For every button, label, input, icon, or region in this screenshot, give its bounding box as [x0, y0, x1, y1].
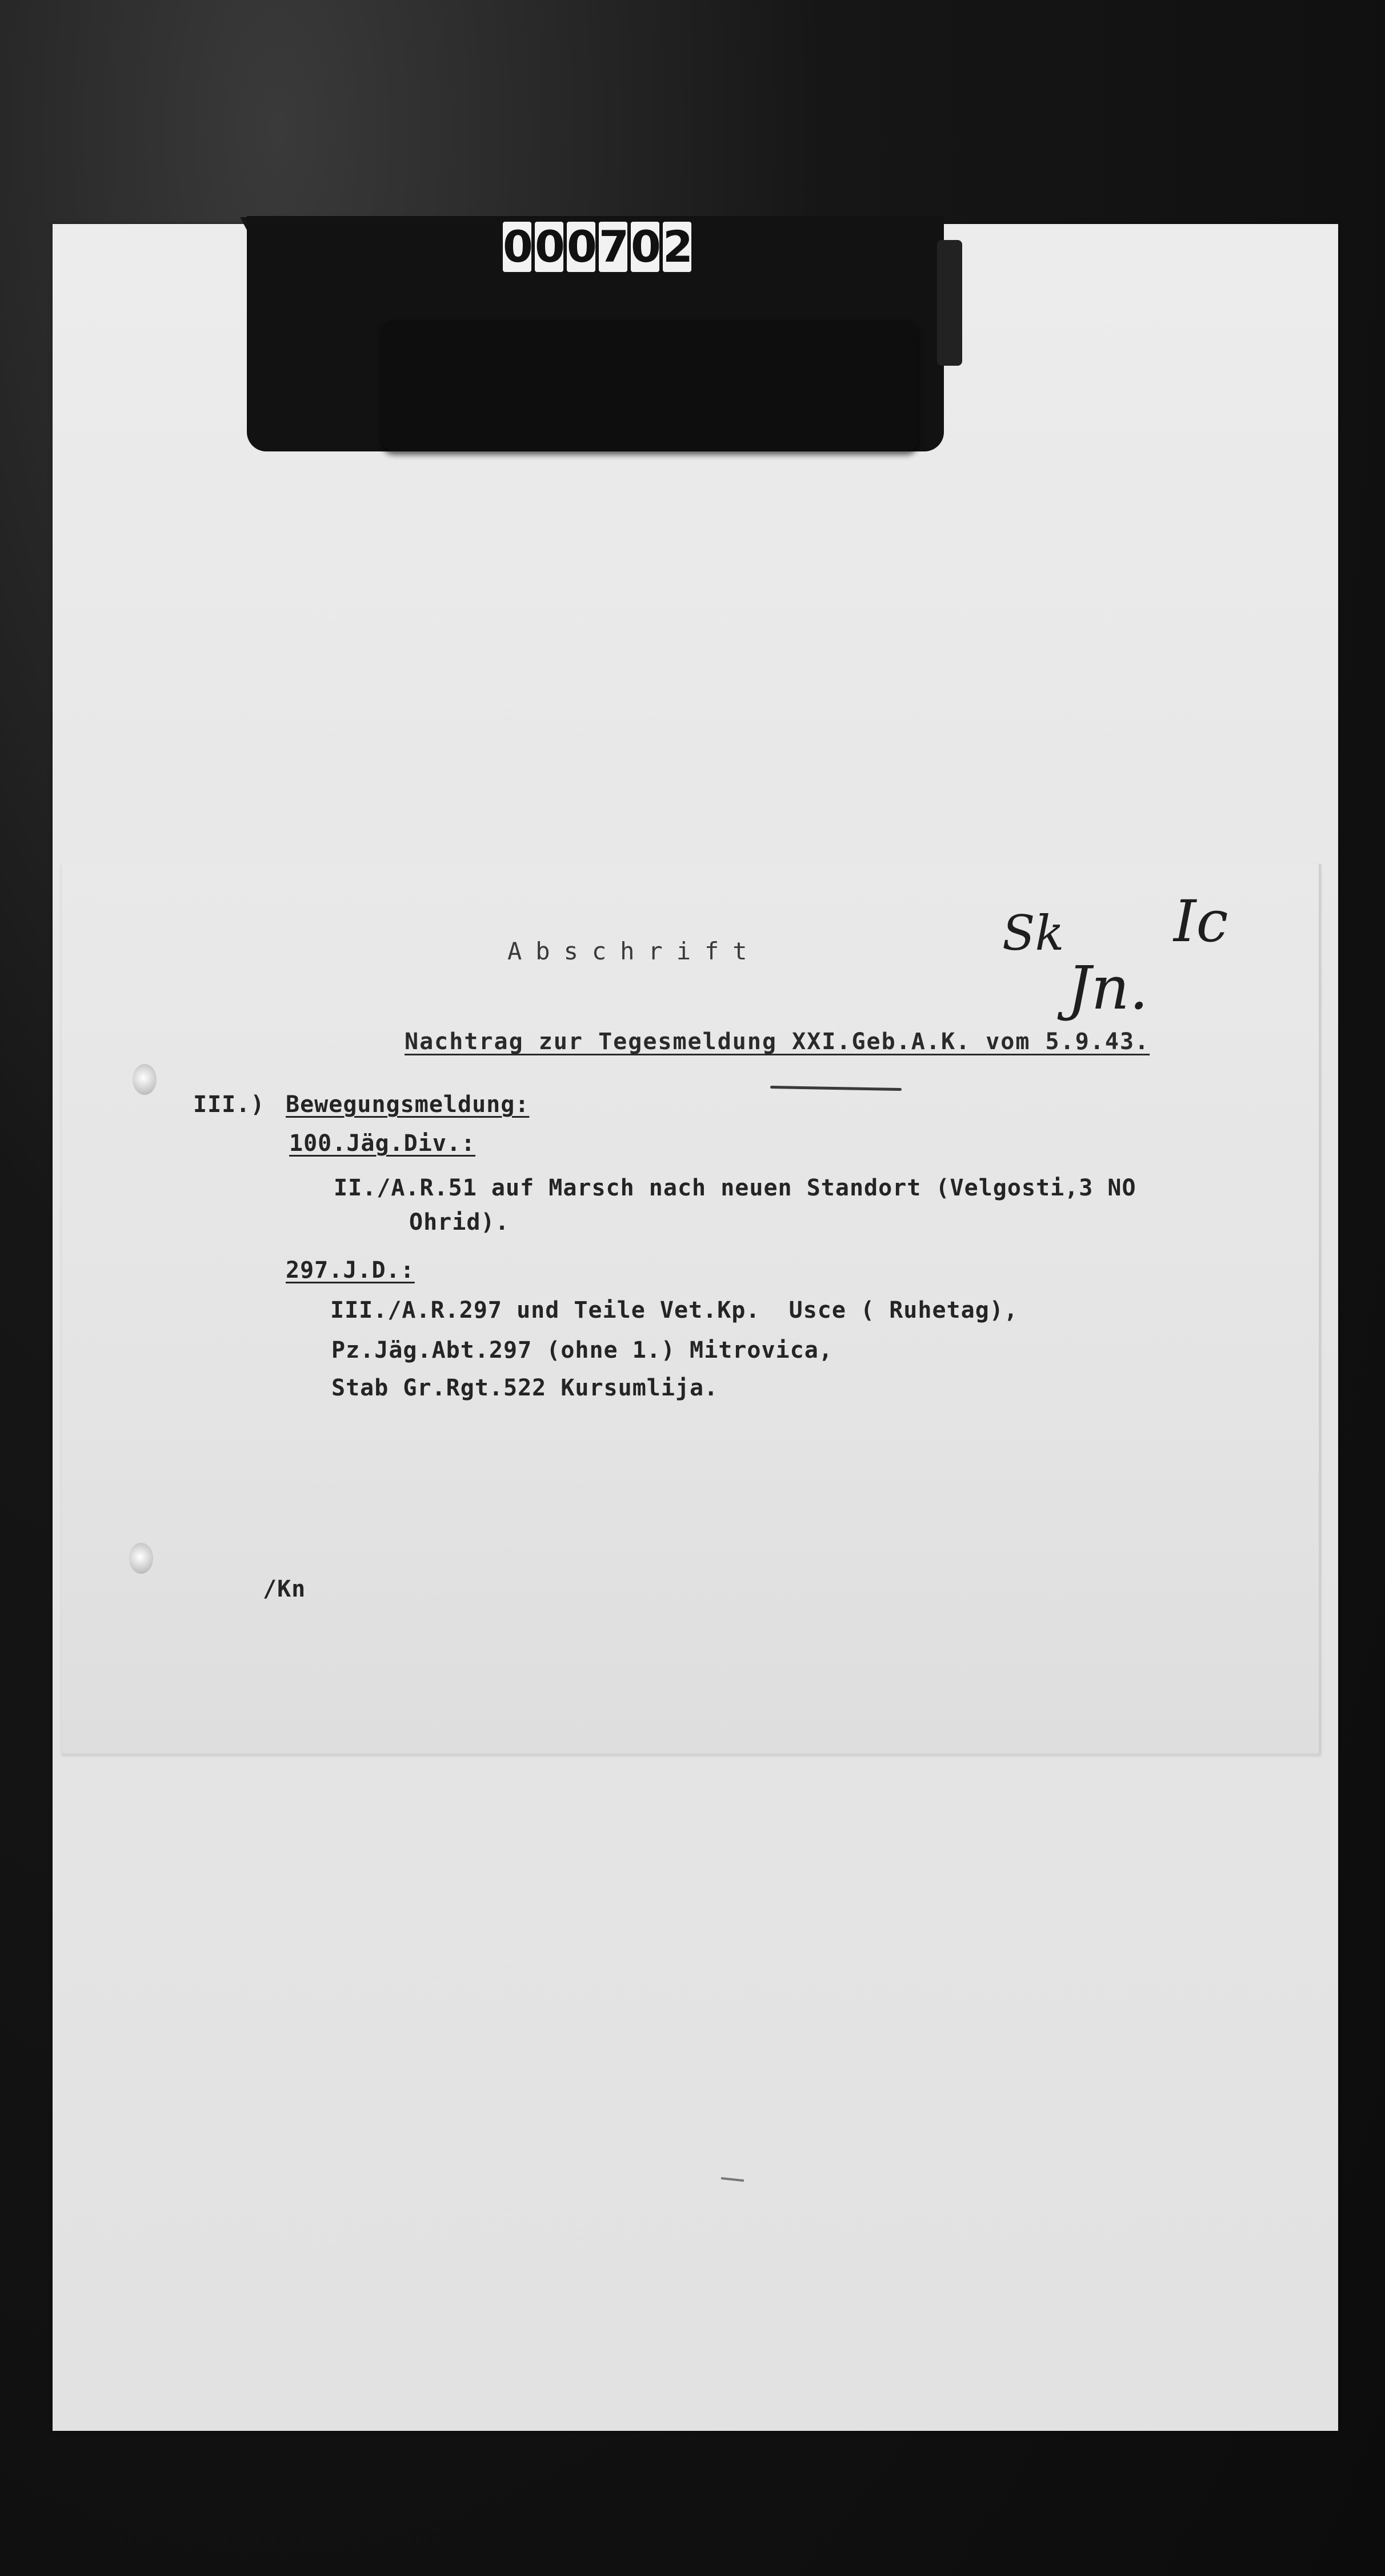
punch-hole	[133, 1064, 157, 1095]
handwritten-office-mark: Ic	[1174, 888, 1228, 955]
unit-line: III./A.R.297 und Teile Vet.Kp. Usce ( Ruhetag),	[330, 1297, 1018, 1323]
typist-mark: /Kn	[263, 1576, 306, 1602]
counter-digit: 2	[663, 221, 693, 272]
unit-line: Stab Gr.Rgt.522 Kursumlija.	[331, 1375, 719, 1401]
section-title: Bewegungsmeldung:	[286, 1091, 530, 1118]
counter-digit: 0	[503, 221, 533, 272]
punch-hole	[129, 1543, 153, 1574]
document-heading: Nachtrag zur Tegesmeldung XXI.Geb.A.K. vom 5.9.43.	[405, 1029, 1150, 1055]
frame-counter-clamp	[382, 320, 919, 451]
document-title: Abschrift	[507, 937, 761, 965]
frame-counter	[503, 222, 691, 274]
section-number: III.)	[193, 1091, 265, 1118]
unit-line: II./A.R.51 auf Marsch nach neuen Standort (Velgosti,3 NO	[334, 1175, 1136, 1201]
handwritten-initials: Sk	[1002, 905, 1064, 961]
counter-digit: 0	[567, 221, 597, 272]
handwritten-signature: Jn.	[1067, 953, 1148, 1023]
unit-line: Pz.Jäg.Abt.297 (ohne 1.) Mitrovica,	[331, 1337, 833, 1363]
counter-digit: 0	[631, 221, 661, 272]
counter-knob	[937, 240, 962, 366]
counter-digit: 0	[535, 221, 565, 272]
unit-line: Ohrid).	[409, 1209, 510, 1235]
unit-title: 297.J.D.:	[286, 1257, 415, 1283]
counter-digit: 7	[599, 221, 629, 272]
unit-title: 100.Jäg.Div.:	[289, 1130, 476, 1157]
